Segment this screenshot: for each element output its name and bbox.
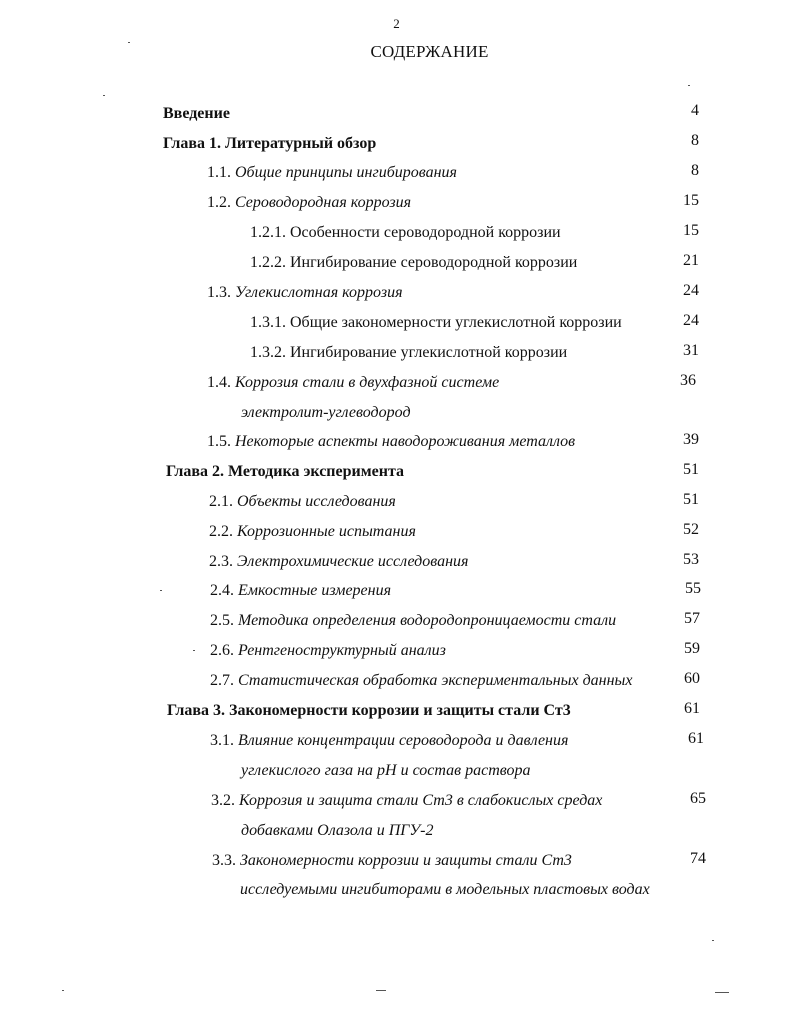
scan-speck <box>193 650 195 651</box>
toc-page: 61 <box>688 730 704 747</box>
toc-entry-3-1-continuation: углекислого газа на pH и состав раствора <box>241 762 531 779</box>
toc-page: 24 <box>683 312 699 329</box>
toc-entry-1-2-2[interactable]: 1.2.2. Ингибирование сероводородной коррозии <box>250 254 578 271</box>
toc-page: 4 <box>691 102 699 119</box>
toc-page: 8 <box>691 132 699 149</box>
page-title: СОДЕРЖАНИЕ <box>370 42 489 61</box>
toc-page: 8 <box>691 162 699 179</box>
scan-speck <box>712 940 714 941</box>
toc-entry-chapter-2[interactable]: Глава 2. Методика эксперимента <box>166 463 405 480</box>
toc-page: 52 <box>683 521 699 538</box>
toc-entry-introduction[interactable]: Введение <box>163 105 230 122</box>
toc-page: 51 <box>683 491 699 508</box>
toc-entry-3-2-continuation: добавками Олазола и ПГУ-2 <box>241 822 434 839</box>
toc-entry-1-1[interactable]: 1.1. Общие принципы ингибирования <box>207 164 457 181</box>
scan-speck <box>715 992 729 993</box>
page-number: 2 <box>393 16 400 31</box>
toc-entry-2-7[interactable]: 2.7. Статистическая обработка экспериментальных данных <box>210 672 633 689</box>
toc-page: 15 <box>683 222 699 239</box>
toc-page: 21 <box>683 252 699 269</box>
toc-entry-1-4[interactable]: 1.4. Коррозия стали в двухфазной системе <box>207 374 500 391</box>
toc-entry-2-3[interactable]: 2.3. Электрохимические исследования <box>209 553 469 570</box>
toc-page: 15 <box>683 192 699 209</box>
toc-entry-2-4[interactable]: 2.4. Емкостные измерения <box>210 582 392 599</box>
toc-entry-1-5[interactable]: 1.5. Некоторые аспекты наводороживания металлов <box>207 433 576 450</box>
scan-speck <box>62 990 64 991</box>
toc-page: 74 <box>690 850 706 867</box>
scan-speck <box>688 85 690 86</box>
toc-entry-3-3[interactable]: 3.3. Закономерности коррозии и защиты стали Ст3 <box>212 852 572 869</box>
toc-entry-chapter-3[interactable]: Глава 3. Закономерности коррозии и защиты стали Ст3 <box>167 702 571 719</box>
toc-entry-2-5[interactable]: 2.5. Методика определения водородопроницаемости стали <box>210 612 617 629</box>
toc-page: 36 <box>680 372 696 389</box>
scan-speck <box>160 590 162 591</box>
toc-page: 51 <box>683 461 699 478</box>
toc-entry-1-3-1[interactable]: 1.3.1. Общие закономерности углекислотной коррозии <box>250 314 622 331</box>
toc-entry-1-3-2[interactable]: 1.3.2. Ингибирование углекислотной коррозии <box>250 344 568 361</box>
toc-entry-3-1[interactable]: 3.1. Влияние концентрации сероводорода и давления <box>210 732 569 749</box>
toc-page: 57 <box>684 610 700 627</box>
scan-speck <box>376 990 386 991</box>
toc-page: 39 <box>683 431 699 448</box>
toc-page: 55 <box>685 580 701 597</box>
toc-page: 60 <box>684 670 700 687</box>
toc-page: 24 <box>683 282 699 299</box>
toc-entry-3-2[interactable]: 3.2. Коррозия и защита стали Ст3 в слабокислых средах <box>211 792 603 809</box>
toc-entry-1-4-continuation: электролит-углеводород <box>241 404 411 421</box>
toc-entry-1-2-1[interactable]: 1.2.1. Особенности сероводородной коррозии <box>250 224 561 241</box>
toc-page: 61 <box>684 700 700 717</box>
toc-page: 59 <box>684 640 700 657</box>
toc-entry-chapter-1[interactable]: Глава 1. Литературный обзор <box>163 135 377 152</box>
scan-speck <box>103 95 105 96</box>
toc-entry-1-2[interactable]: 1.2. Сероводородная коррозия <box>207 194 412 211</box>
toc-page: 65 <box>690 790 706 807</box>
toc-entry-2-2[interactable]: 2.2. Коррозионные испытания <box>209 523 416 540</box>
scan-speck <box>128 42 130 43</box>
toc-entry-3-3-continuation: исследуемыми ингибиторами в модельных пластовых водах <box>240 881 650 898</box>
toc-entry-1-3[interactable]: 1.3. Углекислотная коррозия <box>207 284 403 301</box>
toc-entry-2-6[interactable]: 2.6. Рентгеноструктурный анализ <box>210 642 446 659</box>
toc-page: 53 <box>683 551 699 568</box>
toc-page: 31 <box>683 342 699 359</box>
toc-entry-2-1[interactable]: 2.1. Объекты исследования <box>209 493 396 510</box>
